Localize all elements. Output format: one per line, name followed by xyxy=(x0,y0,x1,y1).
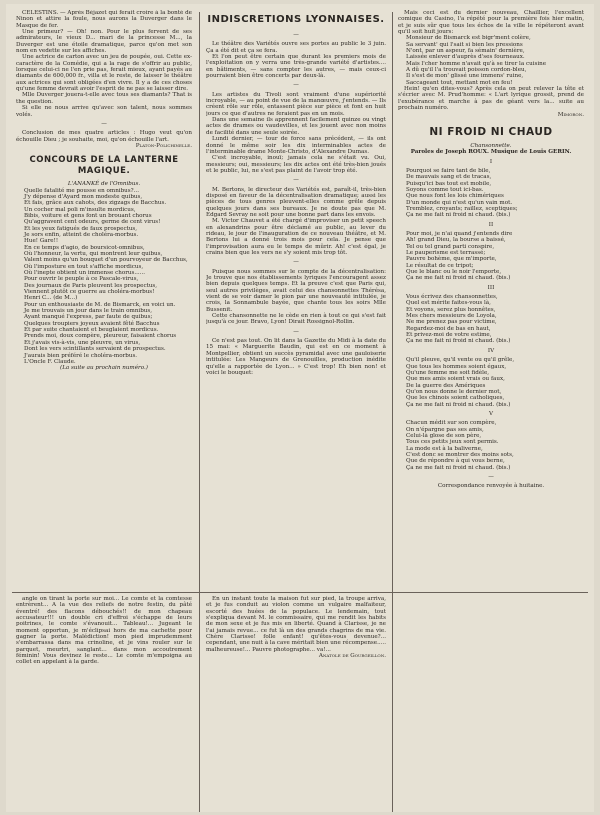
paragraph: Une actrice de carton avec un jeu de poupée, oui. Cette ex-caractère de la Comédie, qui a la rage de s'offrir au public, lorsque celui-ci ne l'en prie pas, ferait mieux, ayant payés au diamants de 600,000 fr., villa et le reste, de laisser le théâtre aux actrices qui sont obligées d'en vivre. Il y a de ces choses qu'une femme devrait avoir l'esprit de ne pas se laisser dire. xyxy=(16,54,192,93)
verse-line: Tous ces petits jeux sont permis. xyxy=(406,439,499,446)
stanza-number: II xyxy=(488,221,494,228)
song-credits: Paroles de Joseph ROUX. Musique de Louis GERIN. xyxy=(410,149,572,156)
verse-line: Chacun médit sur son compère, xyxy=(406,420,497,427)
column-divider xyxy=(199,12,200,812)
paragraph: M. Bertons, le directeur des Variétés est, paraît-il, très-bien disposé en faveur de la décentralisation dramatique; aussi les pièces de tous genres pleuvent-elles comme grêle depuis quelques jours dans ses bureaux. Je ne doute pas que M. Edgard Sevray ne soit pour une bonne part dans les envois. xyxy=(206,186,386,218)
signature: Mimoron. xyxy=(557,111,584,118)
verse-line: Je sors enfin, atteint de choléra-morbus. xyxy=(24,231,139,238)
verse-line: J'aurais bien préféré le choléra-morbus. xyxy=(24,352,138,359)
verse-line: Pourquoi se faire tant de bile, xyxy=(406,167,491,174)
paragraph: Conclusion de mes quatre articles : Hugo veut qu'on échouille Dieu ; je souhaite, moi, qu'on échouille l'art. xyxy=(16,130,192,143)
verse xyxy=(398,35,584,86)
section-title: CONCOURS DE LA LANTERNE MAGIQUE. xyxy=(29,155,179,177)
verse-line: Que le blanc ou le noir l'emporte, xyxy=(406,269,502,276)
verse-line: A dû qu'il l'a trouvait poisson cordon-bleu, xyxy=(406,67,527,74)
verse-line: Ça ne me fait ni froid ni chaud. (bis.) xyxy=(406,464,511,471)
verse-line: Mes chers messieurs de Loyola, xyxy=(406,313,497,320)
verse-line: Des journaux de Paris pleuvent les prospectus, xyxy=(24,282,158,289)
verse-line: Ça ne me fait ni froid ni chaud. (bis.) xyxy=(406,275,511,282)
column-divider xyxy=(392,12,393,812)
paragraph: Mais ceci est du dernier nouveau, Chaillier, l'excellent comique du Casino, l'a répété pour la première fois hier matin, et je suis sûr que tous les échos de la ville le répéteront avant qu'il soit huit jours: xyxy=(398,10,584,36)
verse-line: En ce temps d'agio, de boursicot-omnibus, xyxy=(24,244,145,251)
verse-line: Que mes amis soient vrais ou faux, xyxy=(406,376,505,383)
verse-line: Et par suite chantaient et beuglaient mordicus. xyxy=(24,327,159,334)
verse-line: Ne me prenez pas pour victime, xyxy=(406,319,497,326)
signature: Anatole de Gourgeillon. xyxy=(318,653,386,660)
paragraph: Dans une semaine ils apprennent facilement quinze ou vingt actes de drames ou vaudevilles, et les jouent avec non moins de facilité dans une seule soirée. xyxy=(206,117,386,136)
verse-line: J'y dépense d'Ayard mon modeste quibus, xyxy=(24,193,143,200)
verse-line: Pour moi, je n'ai quand j'entends dire xyxy=(406,230,513,237)
paragraph: C'est incroyable, inouï; jamais cela ne s'était vu. Oui, messieurs; oui, messieurs; les dix actes ont été très-bien joués et le public, lui, ne s'est pas plaint de l'avoir trop été. xyxy=(206,155,386,174)
section-title: INDISCRETIONS LYONNAISES. xyxy=(207,14,385,25)
verse-line: Que nous font les lois chimériques xyxy=(406,193,504,200)
verse-line: Ça ne me fait ni froid ni chaud. (bis.) xyxy=(406,338,511,345)
verse-line: Bibis, voiture et gens font un brouant chorus xyxy=(24,212,152,219)
verse-line: Qu'on nous donne le dernier mot, xyxy=(406,388,502,395)
song-subtitle: Chansonnette. xyxy=(470,142,512,149)
paragraph: M. Victor Chauvet a été chargé d'improviser un petit speech en alexandrins pour être déclamé au public, au lever du rideau, le jour de l'inauguration de ce nouveau théâtre, et M. Bertons lui a donné trois mois pour cela. Je pense que l'improvisation aura eu le temps de mûrir. Ah! c'est égal, je crains bien que les vers ne s'y soient mis trop tôt. xyxy=(206,218,386,256)
verse-line: On n'épargne pas ses amis, xyxy=(406,426,484,433)
paragraph: Puisque nous sommes sur le compte de la décentralisation: Je trouve que nos établissements lyriques l'encouragent assez bien depuis quelques temps. Et la preuve c'est que Paris qui, seul autres privilèges, avait celui des chansonnettes Thérésa, vient de se voir damer le pion par une nouveauté intitulée, je crois, la Sonnambule bayée, que chante tous les soirs Mlle Bussenit. xyxy=(206,268,386,313)
stanza-number: IV xyxy=(487,347,495,354)
verse-line: L'Oncle F. Claude. xyxy=(24,358,76,365)
verse-line: Pour ouvrir le peuple à ce Pascale-virus, xyxy=(24,276,139,283)
paragraph: angle on tirant la porte sur moi... Le comte et la comtesse entrèrent... A la vue des reliefs de notre festin, du pâté éventré! des flacons débouchés!! de mon chapeau accusateur!!! un double cri d'effroi s'échappe de leurs poitrines, le comte s'évanouit... Tableau!... Jugeant le moment opportun, je m'éclipsai hors de ma cachette pour gagner la porte. Malédiction! mon pied imprudemment s'embarrassa dans ma crinoline, et je vins rouler sur le parquet, meurtri, sanglant... dans mon accoutrement féminin! Vous devinez le reste... Le comte m'empoigna au collet en appelant à la garde. xyxy=(16,596,192,666)
verse-line: Il s'est de mon' glissé une immens' ruine, xyxy=(406,73,524,80)
verse-line: Henri C... (de M...) xyxy=(24,295,78,302)
verse-line: Vous écrivez des chansonnettes, xyxy=(406,294,498,301)
verse-line: Mais l'cher homme n'avait qu'à se tirer la cuisine xyxy=(406,60,547,67)
verse-line: Où l'honneur, la vertu, qui montrent leur quibus, xyxy=(24,251,163,257)
poem-title: L'ANANKÉ de l'Omnibus. xyxy=(67,181,141,188)
paragraph: Mlle Duverger jouera-t-elle avec tous ses diamants? That is the question. xyxy=(16,92,192,105)
verse-line: Qu'il pleuve, qu'il vente ou qu'il grêle, xyxy=(406,357,515,364)
verse-line: Saccageant tout, mettant mot en feu! xyxy=(406,79,513,86)
signature: Platon-Polichinelle. xyxy=(135,142,192,149)
verse-line: La mode est à la baliverne, xyxy=(406,445,483,452)
feuilleton-left xyxy=(16,596,192,796)
verse-line: N'ont, par un aspeur, fa sémain' dernière, xyxy=(406,48,525,55)
verse-line: Qu'une femme me soit fidèle, xyxy=(406,369,490,376)
verse-line: Qu'aggravent cent odeurs, germe de cent virus! xyxy=(24,219,161,226)
verse-line: Ça ne me fait ni froid ni chaud. (bis.) xyxy=(406,401,511,408)
paragraph: Hein! qu'en dites-vous? Après cela on peut relever la tête et s'écrier avec M. Prud'homme: « L'art lyrique grossit, prend de l'exubérance et marche à pas de géant vers la... suite au prochain numéro. xyxy=(398,86,584,112)
verse-line: Sa servant' qui l'sait si bien les pressions xyxy=(406,41,523,48)
verse-line: Regardez-moi de bas en haut, xyxy=(406,325,491,332)
verse-line: Et j'avais vis-à-vis, une pleuvre, un virus, xyxy=(24,339,141,346)
verse-line: Hue! Gare!! xyxy=(24,238,59,245)
poem xyxy=(16,188,192,366)
paragraph: Le théâtre des Variétés ouvre ses portes au public le 3 juin. Ça a été dit et ça se fera. xyxy=(206,41,386,54)
verse-line: Pour un enthousiaste de M. de Bismarck, en voici un. xyxy=(24,301,176,308)
verse-line: Je me trouvais un jour dans le train omnibus, xyxy=(24,308,153,315)
footer-note: Correspondance renvoyée à huitaine. xyxy=(437,483,545,490)
verse-line: Où l'imposture en tout s'affiche mordicus, xyxy=(24,263,144,270)
verse-line: Et fais, grâce aux cahots, des zigzags de Bacchus. xyxy=(24,200,167,207)
paragraph: Si elle ne nous arrive qu'avec son talent, nous sommes volés. xyxy=(16,105,192,118)
verse-line: Puisqu'ici bas tout est mobile, xyxy=(406,180,492,187)
paragraph: CELESTINS. — Après Béjazet qui ferait croire à la bonté de Ninon et attire la foule, nous aurons la Duverger dans le Masque de fer. xyxy=(16,10,192,29)
verse-line: Un cocher mal poli m'insulte mordicus, xyxy=(24,206,136,213)
verse-line: Tremblez, croyants; raillez, sceptiques; xyxy=(406,205,518,212)
column-left: CELESTINS. — Après Béjazet qui ferait croire à la bonté de Ninon et attire la foule, nous aurons la Duverger dans le Masque de fer. Une primeur? — Oh! non. Pour le plus fervent de ses admirateurs, le vieux D... mari de la princesse M..., la Duverger est une étoile dramatique, parce qu'on met son nom en vedette sur les affiches. Une actrice de carton avec un jeu de poupée, oui. Cette ex-caractère de la Comédie, qui a la rage de s'offrir au public, lorsque celui-ci ne l'en prie pas, ferait mieux, ayant payés au diamants de 600,000 fr., villa et le reste, de laisser le théâtre aux actrices qui sont obligées d'en vivre. Il y a de ces choses qu'une femme devrait avoir l'esprit de ne pas se laisser dire. Mlle Duverger jouera-t-elle avec tous ses diamants? That is the question. Si elle ne nous arrive qu'avec son talent, nous sommes volés. — Conclusion de mes quatre articles : Hugo veut qu'on échouille Dieu ; je souhaite, moi, qu'on échouille l'art. Platon-Polichinelle. CONCOURS DE LA LANTERNE MAGIQUE. L'ANANKÉ de l'Omnibus. Quelle fatalité me pousse en omnibus?... J'y dépense d'Ayard mon modeste quibus, Et fais, grâce aux cahots, des zigzags de Bacchus. Un cocher mal poli m'insulte mordicus, Bibis, voiture et gens font un brouant chorus Qu'aggravent cent odeurs, germe de cent virus! Et les yeux fatigués de faux prospectus, Je sors enfin, atteint de choléra-morbus. Hue! Gare!! En ce temps d'agio, de boursicot-omnibus, Où l'honneur, la vertu, qui montrent leur quibus, Valent moins qu'un bouquet d'un pourvoyeur de Bacchus, Où l'imposture en tout s'affiche mordicus, Où l'inepte obtient un immense chorus...... Pour ouvrir le peuple à ce Pascale-virus, Des journaux de Paris pleuvent les prospectus, Viennent plutôt ce guerre au choléra-morbus! Henri C... (de M...) Pour un enthousiaste de M. de Bismarck, en voici un. Je me trouvais un jour dans le train omnibus, Ayant manqué l'express, par faute de quibus; Quelques troupiers joyeux avaient fêté Bacchus Et par suite chantaient et beuglaient mordicus. Prends moi, doux compère, pleureur, faisaient chorus Et j'avais vis-à-vis, une pleuvre, un virus, Dont les vers scintillants servaient de prospectus. J'aurais bien préféré le choléra-morbus. L'Oncle F. Claude. (La suite au prochain numéro.) xyxy=(16,10,192,372)
paragraph: Et l'on peut être certain que durant les premiers mois de l'exploitation on y verra une très-grande variété d'artistes.... en bâtiments, — sans compter les autres, — mais ceux-ci pourraient bien être concerts par deux-là. xyxy=(206,54,386,80)
verse-line: D'un monde qui n'est qu'un vain mot. xyxy=(406,199,513,206)
continuation-note: (La suite au prochain numéro.) xyxy=(60,365,148,372)
verse-line: Tel ou tel grand parti conspire, xyxy=(406,243,495,250)
newspaper-page xyxy=(6,4,594,812)
verse-line: Que tous les hommes soient égaux, xyxy=(406,363,507,370)
stanza-number: III xyxy=(487,284,495,291)
verse-line: Ayant manqué l'express, par faute de quibus; xyxy=(24,314,153,321)
verse-line: Que les chinois soient catholiques, xyxy=(406,395,505,402)
verse-line: Le pauperisme est terrassé; xyxy=(406,250,486,256)
verse-line: Dont les vers scintillants servaient de prospectus. xyxy=(24,346,166,353)
feuilleton-middle xyxy=(206,596,386,796)
paragraph: Les artistes du Tivoli sont vraiment d'une supériorité incroyable, — au point de vue de la manœuvre, j'entends. — Ils créent rôle sur rôle, entassent pièce sur pièce et font en huit jours ce que d'autres ne feraient pas en un mois. xyxy=(206,91,386,117)
verse-line: C'est donc se montrer des moins sots, xyxy=(406,451,514,458)
verse-line: De la guerre des Amériques xyxy=(406,382,486,389)
paragraph: Ce n'est pas tout. On lit dans la Gazette du Midi à la date du 15 mai: « Marguerite Baudin, qui est en ce moment à Montpellier, obtient un succès pyramidal avec une gauloiserie intitulée: Les Mangeurs de Grenouilles, production inédite qu'elle a rapportée de Lyon... » C'est trop! Eh bien non! et voici le bouquet: xyxy=(206,338,386,376)
verse-line: Valent moins qu'un bouquet d'un pourvoyeur de Bacchus, xyxy=(24,257,188,264)
verse-line: Monsieur de Bismarck est bigr'ment colère, xyxy=(406,35,531,42)
song-stanzas xyxy=(398,159,584,471)
verse-line: Pauvre bohème, que m'importe, xyxy=(406,256,497,263)
column-right: Mais ceci est du dernier nouveau, Chaillier, l'excellent comique du Casino, l'a répété pour la première fois hier matin, et je suis sûr que tous les échos de la ville le répéteront avant qu'il soit huit jours: Monsieur de Bismarck est bigr'ment colère, Sa servant' qui l'sait si bien les pressions N'ont, par un aspeur, fa sémain' dernière, Laissée enlever d'auprès d'ses fourneaux. Mais l'cher homme n'avait qu'à se tirer la cuisine A dû qu'il l'a trouvait poisson cordon-bleu, Il s'est de mon' glissé une immens' ruine, Saccageant tout, mettant mot en feu! Hein! qu'en dites-vous? Après cela on peut relever la tête et s'écrier avec M. Prud'homme: « L'art lyrique grossit, prend de l'exubérance et marche à pas de géant vers la... suite au prochain numéro. Mimoron. NI FROID NI CHAUD Chansonnette. Paroles de Joseph ROUX. Musique de Louis GERIN. I Pourquoi se faire tant de bile, De mauvais sang et de tracas, Puisqu'ici bas tout est mobile, Soyons comme tout ici-bas. Que nous font les lois chimériques D'un monde qui n'est qu'un vain mot. Tremblez, croyants; raillez, sceptiques; Ça ne me fait ni froid ni chaud. (bis.) II Pour moi, je n'ai quand j'entends dire Ah! grand Dieu, la bourse a baissé, Tel ou tel grand parti conspire, Le pauperisme est terrassé; Pauvre bohème, que m'importe, Le résultat de ce tripot; Que le blanc ou le noir l'emporte, Ça ne me fait ni froid ni chaud. (bis.) III Vous écrivez des chansonnettes, Quel est mérite faites-vous là, Et voyons, serez plus honnêtes, Mes chers messieurs de Loyola, Ne me prenez pas pour victime, Regardez-moi de bas en haut, Et privez-moi de votre estime, Ça ne me fait ni froid ni chaud. (bis.) IV Qu'il pleuve, qu'il vente ou qu'il grêle, Que tous les hommes soient égaux, Qu'une femme me soit fidèle, Que mes amis soient vrais ou faux, De la guerre des Amériques Qu'on nous donne le dernier mot, Que les chinois soient catholiques, Ça ne me fait ni froid ni chaud. (bis.) V Chacun médit sur son compère, On n'épargne pas ses amis, Celui-là glose de son père, Tous ces petits jeux sont permis. La mode est à la baliverne, C'est donc se montrer des moins sots, Que de répondre à qui vous berne, Ça ne me fait ni froid ni chaud. (bis.) — Correspondance renvoyée à huitaine. xyxy=(398,10,584,490)
verse-line: Et les yeux fatigués de faux prospectus, xyxy=(24,225,138,232)
verse-line: De mauvais sang et de tracas, xyxy=(406,174,492,181)
verse-line: Prends moi, doux compère, pleureur, faisaient chorus xyxy=(24,333,177,340)
verse-line: Ça ne me fait ni froid ni chaud. (bis.) xyxy=(406,212,511,219)
paragraph: Lundi dernier, — tour de force sans précédent, — ils ont donné le même soir les dix interminables actes de l'interminable drame Monte-Christo, d'Alexandre Dumas. xyxy=(206,136,386,155)
verse-line: Viennent plutôt ce guerre au choléra-morbus! xyxy=(24,289,155,296)
stanza-number: V xyxy=(488,410,494,417)
paragraph: Cette chansonnette ne le cède en rien à tout ce qui s'est fait jusqu'à ce jour. Bravo, Lyon! Dirait Rossignol-Rollin. xyxy=(206,313,386,326)
stanza-number: I xyxy=(489,158,493,165)
verse-line: Celui-là glose de son père, xyxy=(406,432,482,439)
paragraph: En un instant toute la maison fut sur pied, la troupe arriva, et je fus conduit au violon comme un vulgaire malfaiteur, escorté des huées de la populace. Le lendemain, tout s'expliqua devant M. le commissaire, qui me rendit les habits de mon sexe et je fus mis en liberté. Quand à Clarisse, je ne l'ai jamais revue... ce fut là un des grands chagrins de ma vie. Chère Clarisse! folle enfant! qu'êtes-vous devenue?... cependant, une nuit à la cave méritait bien une récompense..... malheureuse!... Pauvre photographe... va!... xyxy=(206,596,386,653)
verse-line: Laissée enlever d'auprès d'ses fourneaux. xyxy=(406,54,525,61)
verse-line: Soyons comme tout ici-bas. xyxy=(406,186,484,193)
section-divider xyxy=(12,592,588,593)
verse-line: Quel est mérite faites-vous là, xyxy=(406,300,491,307)
verse-line: Où l'inepte obtient un immense chorus...... xyxy=(24,270,146,277)
column-middle: INDISCRETIONS LYONNAISES. — Le théâtre des Variétés ouvre ses portes au public le 3 juin. Ça a été dit et ça se fera. Et l'on peut être certain que durant les premiers mois de l'exploitation on y verra une très-grande variété d'artistes.... en bâtiments, — sans compter les autres, — mais ceux-ci pourraient bien être concerts par deux-là. — Les artistes du Tivoli sont vraiment d'une supériorité incroyable, — au point de vue de la manœuvre, j'entends. — Ils créent rôle sur rôle, entassent pièce sur pièce et font en huit jours ce que d'autres ne feraient pas en un mois. Dans une semaine ils apprennent facilement quinze ou vingt actes de drames ou vaudevilles, et les jouent avec non moins de facilité dans une seule soirée. Lundi dernier, — tour de force sans précédent, — ils ont donné le même soir les dix interminables actes de l'interminable drame Monte-Christo, d'Alexandre Dumas. C'est incroyable, inouï; jamais cela ne s'était vu. Oui, messieurs; oui, messieurs; les dix actes ont été très-bien joués et le public, lui, ne s'est pas plaint de l'avoir trop été. — M. Bertons, le directeur des Variétés est, paraît-il, très-bien disposé en faveur de la décentralisation dramatique; aussi les pièces de tous genres pleuvent-elles comme grêle depuis quelques jours dans ses bureaux. Je ne doute pas que M. Edgard Sevray ne soit pour une bonne part dans les envois. M. Victor Chauvet a été chargé d'improviser un petit speech en alexandrins pour être déclamé au public, au lever du rideau, le jour de l'inauguration de ce nouveau théâtre, et M. Bertons lui a donné trois mois pour cela. Je pense que l'improvisation aura eu le temps de mûrir. Ah! c'est égal, je crains bien que les vers ne s'y soient mis trop tôt. — Puisque nous sommes sur le compte de la décentralisation: Je trouve que nos établissements lyriques l'encouragent assez bien depuis quelques temps. Et la preuve c'est que Paris qui, seul autres privilèges, avait celui des chansonnettes Thérésa, vient de se voir damer le pion par une nouveauté intitulée, je crois, la Sonnambule bayée, que chante tous les soirs Mlle Bussenit. Cette chansonnette ne le cède en rien à tout ce qui s'est fait jusqu'à ce jour. Bravo, Lyon! Dirait Rossignol-Rollin. — Ce n'est pas tout. On lit dans la Gazette du Midi à la date du 15 mai: « Marguerite Baudin, qui est en ce moment à Montpellier, obtient un succès pyramidal avec une gauloiserie intitulée: Les Mangeurs de Grenouilles, production inédite qu'elle a rapportée de Lyon... » C'est trop! Eh bien non! et voici le bouquet: xyxy=(206,14,386,376)
verse-line: Le résultat de ce tripot; xyxy=(406,262,474,269)
verse-line: Et voyons, serez plus honnêtes, xyxy=(406,306,496,313)
verse-line: Ah! grand Dieu, la bourse a baissé, xyxy=(406,237,506,244)
paragraph: Une primeur? — Oh! non. Pour le plus fervent de ses admirateurs, le vieux D... mari de la princesse M..., la Duverger est une étoile dramatique, parce qu'on met son nom en vedette sur les affiches. xyxy=(16,29,192,55)
verse-line: Que de répondre à qui vous berne, xyxy=(406,458,505,465)
verse-line: Et privez-moi de votre estime, xyxy=(406,332,492,339)
verse-line: Quelle fatalité me pousse en omnibus?... xyxy=(24,187,139,194)
verse-line: Quelques troupiers joyeux avaient fêté Bacchus xyxy=(24,320,160,327)
song-title: NI FROID NI CHAUD xyxy=(429,125,553,138)
